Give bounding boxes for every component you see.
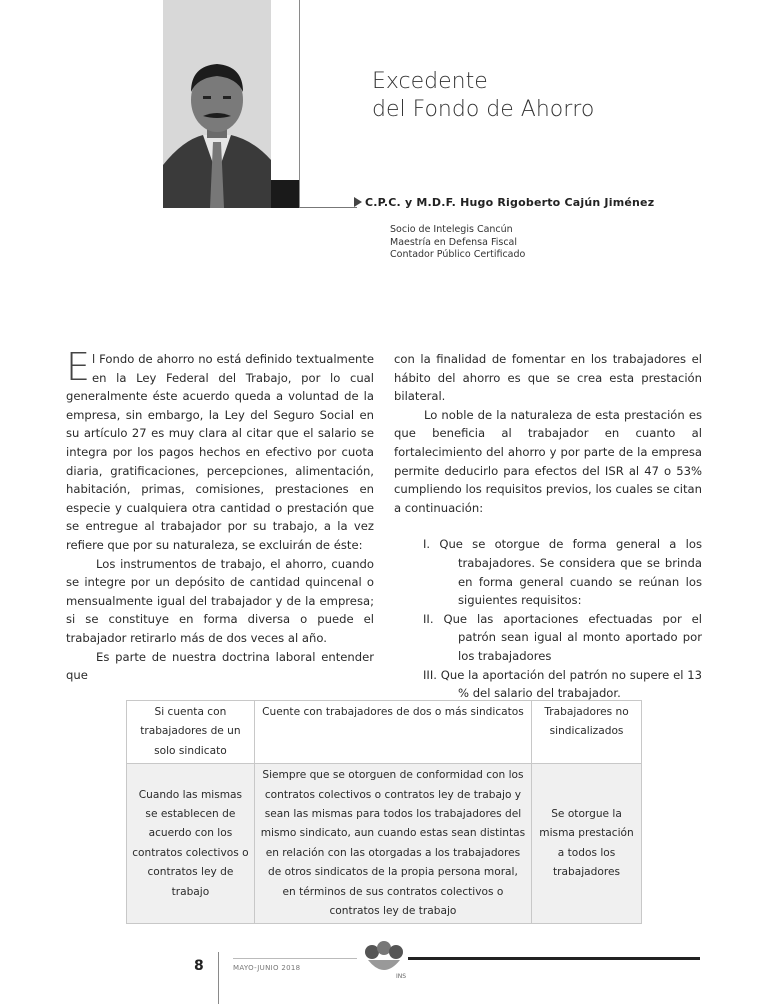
issue-date: MAYO-JUNIO 2018 xyxy=(233,964,301,972)
page-number: 8 xyxy=(194,958,204,974)
table-header-row xyxy=(127,701,642,764)
requirement-list-item: III. Que la aportación del patrón no supere el 13 % del salario del trabajador. xyxy=(423,667,702,701)
footer-vertical-rule xyxy=(218,952,219,1004)
author-byline xyxy=(354,196,654,209)
logo-text: INS xyxy=(396,973,407,980)
footer-rule-right xyxy=(408,957,700,960)
table-header-cell: Cuente con trabajadores de dos o más sindicatos xyxy=(254,701,531,764)
author-underline-rule xyxy=(299,207,357,208)
right-vertical-rule xyxy=(299,0,300,208)
credential-line: Contador Público Certificado xyxy=(390,249,526,260)
article-right-column xyxy=(394,350,702,703)
drop-cap: E xyxy=(66,345,91,389)
footer-rule-left xyxy=(233,958,357,959)
paragraph xyxy=(66,345,374,555)
author-name: C.P.C. y M.D.F. Hugo Rigoberto Cajún Jiménez xyxy=(365,196,655,209)
title-line-2: del Fondo de Ahorro xyxy=(372,97,595,122)
article-title xyxy=(372,68,594,124)
author-credentials xyxy=(390,224,525,262)
table-header-cell: Si cuenta con trabajadores de un solo sindicato xyxy=(127,701,255,764)
requirement-list-item: II. Que las aportaciones efectuadas por el patrón sean igual al monto aportado por los trabajadores xyxy=(423,611,702,663)
decorative-dark-block xyxy=(271,180,299,208)
table-cell: Cuando las mismas se establecen de acuerdo con los contratos colectivos o contratos ley de trabajo xyxy=(127,764,255,924)
table-header-cell: Trabajadores no sindicalizados xyxy=(532,701,642,764)
requirement-list-item: I. Que se otorgue de forma general a los trabajadores. Se considera que se brinda en forma general cuando se reúnan los siguientes requisitos: xyxy=(423,537,702,608)
credential-line: Socio de Intelegis Cancún xyxy=(390,224,513,235)
paragraph-text: l Fondo de ahorro no está definido textualmente en la Ley Federal del Trabajo, por lo cual generalmente éste acuerdo queda a voluntad de la empresa, sin embargo, la Ley del Seguro Social en su artículo 27 es muy clara al citar que el salario se integra por los pagos hechos en efectivo por cuota diaria, gratificaciones, percepciones, alimentación, habitación, primas, comisiones, prestaciones en especie y cualquiera otra cantidad o prestación que se entregue al trabajador por su trabajo, a la vez refiere que por su naturaleza, se excluirán de éste: xyxy=(66,352,374,552)
table-row xyxy=(127,764,642,924)
paragraph: Es parte de nuestra doctrina laboral entender que xyxy=(66,649,374,683)
publisher-logo xyxy=(358,940,408,980)
title-line-1: Excedente xyxy=(372,69,488,94)
author-photo xyxy=(163,0,271,208)
paragraph: Lo noble de la naturaleza de esta prestación es que beneficia al trabajador en cuanto al fortalecimiento del ahorro y por parte de la empresa permite deducirlo para efectos del ISR al 47 o 53% cumpliendo los requisitos previos, los cuales se citan a continuación: xyxy=(394,407,702,515)
author-portrait-image xyxy=(163,0,271,208)
paragraph: Los instrumentos de trabajo, el ahorro, cuando se integre por un depósito de cantidad quincenal o mensualmente igual del trabajador y de la empresa; si se constituye en forma diversa o puede el trabajador retirarlo más de dos veces al año. xyxy=(66,556,374,645)
paragraph: con la finalidad de fomentar en los trabajadores el hábito del ahorro es que se crea esta prestación bilateral. xyxy=(394,352,702,404)
triangle-bullet-icon xyxy=(354,197,362,207)
table-cell: Se otorgue la misma prestación a todos los trabajadores xyxy=(532,764,642,924)
article-left-column xyxy=(66,345,374,685)
requirements-table xyxy=(126,700,642,924)
credential-line: Maestría en Defensa Fiscal xyxy=(390,236,518,248)
table-cell: Siempre que se otorguen de conformidad con los contratos colectivos o contratos ley de trabajo y sean las mismas para todos los trabajadores del mismo sindicato, aun cuando estas sean distintas en relación con las otorgadas a los trabajadores de otros sindicatos de la propia persona moral, en términos de sus contratos colectivos o contratos ley de trabajo xyxy=(254,764,531,924)
